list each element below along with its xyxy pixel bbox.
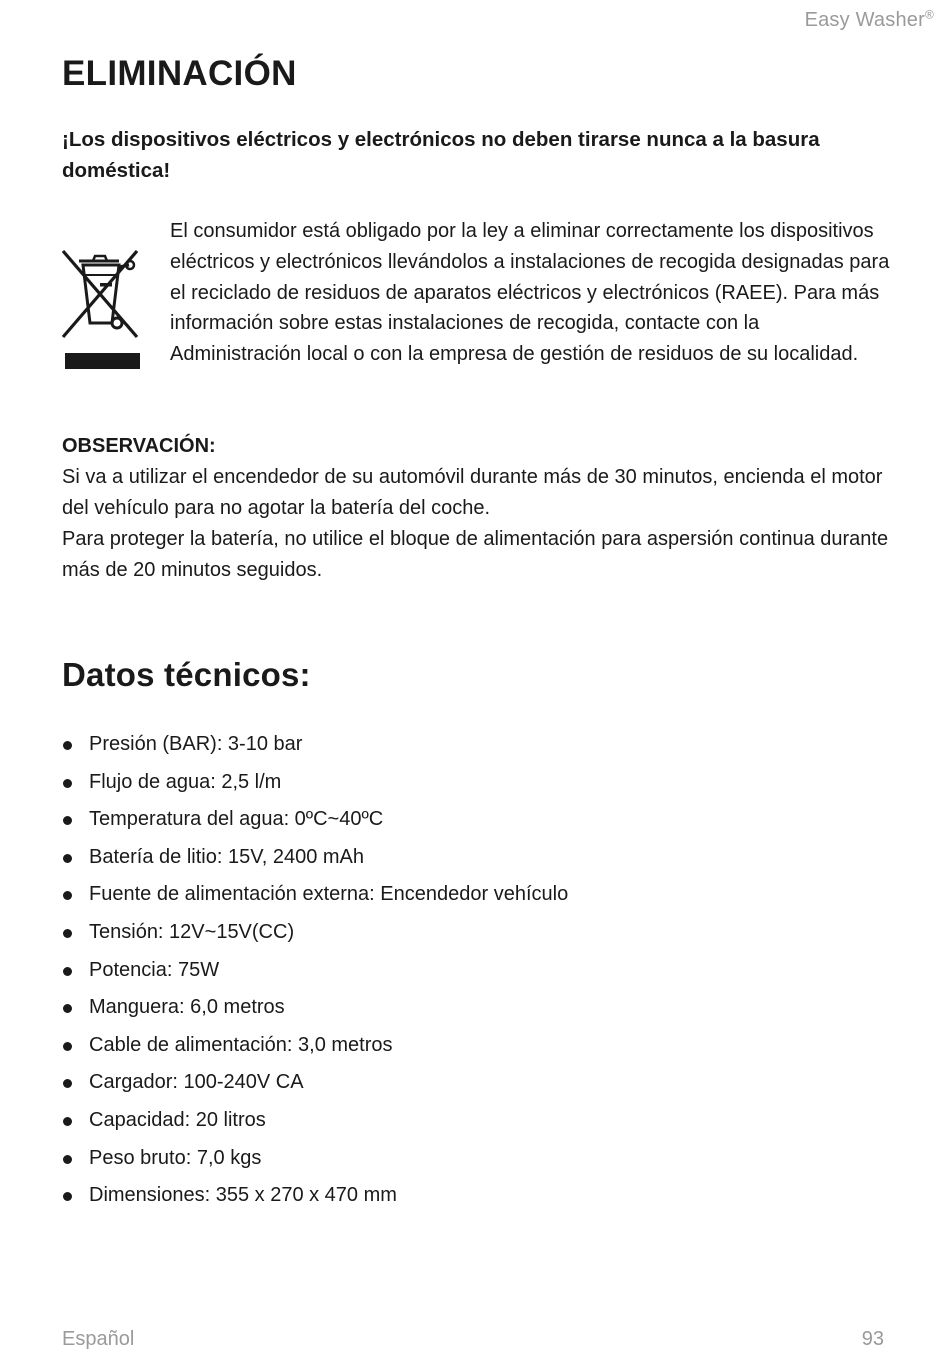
spec-text: Presión (BAR): 3-10 bar: [89, 733, 303, 755]
spec-item: [62, 876, 568, 914]
bullet-icon: [63, 891, 72, 900]
bullet-icon: [63, 816, 72, 825]
spec-text: Dimensiones: 355 x 270 x 470 mm: [89, 1184, 397, 1207]
bullet-icon: [63, 929, 72, 938]
spec-text: Flujo de agua: 2,5 l/m: [89, 770, 282, 793]
bullet-icon: [63, 1042, 72, 1051]
spec-text: Potencia: 75W: [89, 958, 220, 981]
spec-item: [62, 1140, 568, 1178]
spec-item: [62, 801, 568, 839]
spec-text: Cargador: 100-240V CA: [89, 1071, 304, 1094]
bullet-icon: [63, 1079, 72, 1088]
disposal-title: ELIMINACIÓN: [62, 54, 297, 93]
note-block: [62, 431, 902, 586]
spec-text: Capacidad: 20 litros: [89, 1108, 266, 1131]
spec-item: [62, 764, 568, 802]
spec-text: Manguera: 6,0 metros: [89, 996, 285, 1019]
weee-crossed-bin-icon: [59, 245, 143, 371]
note-line: Si va a utilizar el encendedor de su automóvil durante más de 30 minutos, encienda el motor del vehículo para no agotar la batería del coche.: [62, 466, 883, 519]
spec-text: Batería de litio: 15V, 2400 mAh: [89, 845, 364, 868]
disposal-warning: ¡Los dispositivos eléctricos y electrónicos no deben tirarse nunca a la basura doméstica!: [62, 128, 820, 182]
spec-text: Peso bruto: 7,0 kgs: [89, 1146, 262, 1169]
spec-item: [62, 1177, 568, 1215]
bullet-icon: [63, 1155, 72, 1164]
spec-item: [62, 1102, 568, 1140]
spec-text: Temperatura del agua: 0ºC~40ºC: [89, 808, 384, 831]
spec-item: [62, 1064, 568, 1102]
bullet-icon: [63, 1004, 72, 1013]
spec-item: [62, 914, 568, 952]
bullet-icon: [63, 1117, 72, 1126]
disposal-paragraph: El consumidor está obligado por la ley a eliminar correctamente los dispositivos eléctricos y electrónicos llevándolos a instalaciones de recogida designadas para el reciclado de residuos de aparatos eléctricos y electrónicos (RAEE). Para más información sobre estas instalaciones de recogida, contacte con la Administración local o con la empresa de gestión de residuos de su localidad.: [170, 220, 890, 366]
note-title: OBSERVACIÓN:: [62, 435, 216, 457]
spec-item: [62, 989, 568, 1027]
bullet-icon: [63, 779, 72, 788]
note-line: Para proteger la batería, no utilice el bloque de alimentación para aspersión continua durante más de 20 minutos seguidos.: [62, 528, 889, 581]
spec-item: [62, 726, 568, 764]
footer-language: Español: [62, 1328, 135, 1350]
spec-item: [62, 839, 568, 877]
spec-text: Cable de alimentación: 3,0 metros: [89, 1033, 393, 1056]
spec-item: [62, 1027, 568, 1065]
page-number: 93: [861, 1328, 884, 1350]
spec-text: Fuente de alimentación externa: Encendedor vehículo: [89, 883, 569, 906]
brand-header: [805, 9, 934, 32]
brand-name: Easy Washer: [804, 9, 925, 31]
specs-list: [62, 726, 568, 1215]
bullet-icon: [63, 1192, 72, 1201]
bullet-icon: [63, 854, 72, 863]
registered-mark: ®: [924, 7, 934, 22]
specs-title: Datos técnicos:: [62, 656, 311, 693]
bullet-icon: [63, 967, 72, 976]
spec-item: [62, 952, 568, 990]
bullet-icon: [63, 741, 72, 750]
spec-text: Tensión: 12V~15V(CC): [89, 920, 295, 943]
